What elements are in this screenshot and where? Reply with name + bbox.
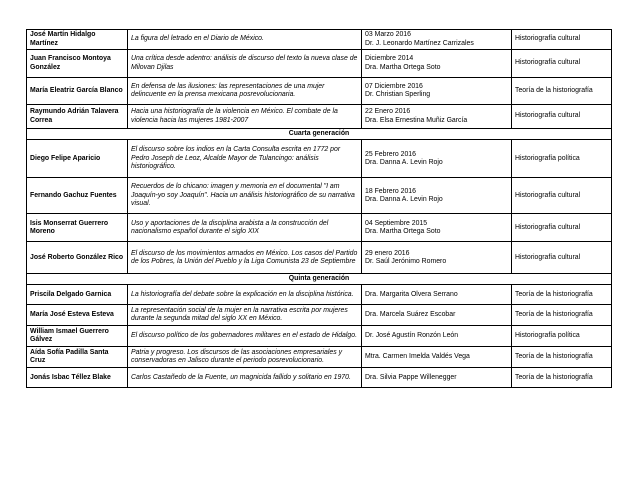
date-advisor-cell: [362, 30, 512, 50]
defense-date: 29 enero 2016: [365, 249, 410, 257]
thesis-title: La representación social de la mujer en la narrativa escrita por mujeres durante la segunda mitad del siglo XX en México.: [128, 305, 362, 326]
date-advisor-cell: [362, 214, 512, 242]
student-name: Aída Sofía Padilla Santa Cruz: [27, 347, 128, 368]
generation-heading: Cuarta generación: [27, 129, 612, 140]
thesis-title: Recuerdos de lo chicano: imagen y memoria en el documental "I am Joaquín-yo soy Joaquín". Hacia un análisis historiográfico de su narrativa visual.: [128, 178, 362, 214]
advisor-name: Dra. Danna A. Levin Rojo: [365, 195, 443, 203]
table-row: [27, 347, 612, 368]
table-row: [27, 178, 612, 214]
table-row: [27, 285, 612, 305]
student-name: José Martín Hidalgo Martínez: [27, 30, 128, 50]
research-area: Teoría de la historiografía: [512, 347, 612, 368]
defense-date: Diciembre 2014: [365, 55, 414, 63]
thesis-title: En defensa de las ilusiones: las representaciones de una mujer delincuente en la prensa mexicana posrevolucionaria.: [128, 78, 362, 105]
research-area: Historiografía cultural: [512, 178, 612, 214]
advisor-name: Dra. Elsa Ernestina Muñiz García: [365, 116, 468, 124]
advisor-name: Mtra. Carmen Imelda Valdés Vega: [365, 353, 470, 361]
advisor-name: Dra. Silvia Pappe Willenegger: [365, 373, 457, 381]
date-advisor-cell: [362, 326, 512, 347]
date-advisor-cell: [362, 105, 512, 129]
defense-date: 07 Diciembre 2016: [365, 82, 423, 90]
student-name: William Ismael Guerrero Gálvez: [27, 326, 128, 347]
student-name: Priscila Delgado Garnica: [27, 285, 128, 305]
student-name: Diego Felipe Aparicio: [27, 140, 128, 178]
thesis-title: Uso y aportaciones de la disciplina arabista a la construcción del nacionalismo español durante el siglo XIX: [128, 214, 362, 242]
date-advisor-cell: [362, 50, 512, 78]
date-advisor-cell: [362, 305, 512, 326]
thesis-title: El discurso sobre los indios en la Carta Consulta escrita en 1772 por Pedro Joseph de Leoz, Alcalde Mayor de Tulancingo: análisis historiográfico.: [128, 140, 362, 178]
research-area: Historiografía cultural: [512, 214, 612, 242]
defense-date: 18 Febrero 2016: [365, 187, 416, 195]
student-name: José Roberto González Rico: [27, 242, 128, 274]
student-name: María José Esteva Esteva: [27, 305, 128, 326]
research-area: Historiografía cultural: [512, 242, 612, 274]
table-row: [27, 140, 612, 178]
student-name: Juan Francisco Montoya González: [27, 50, 128, 78]
student-name: María Eleatriz García Blanco: [27, 78, 128, 105]
date-advisor-cell: [362, 78, 512, 105]
advisor-name: Dr. J. Leonardo Martínez Carrizales: [365, 39, 474, 47]
advisor-name: Dra. Martha Ortega Soto: [365, 63, 441, 71]
thesis-title: El discurso de los movimientos armados en México. Los casos del Partido de los Pobres, la Unión del Pueblo y la Liga Comunista 23 de Septiembre: [128, 242, 362, 274]
thesis-title: Hacia una historiografía de la violencia en México. El combate de la violencia hacia las mujeres 1981-2007: [128, 105, 362, 129]
research-area: Teoría de la historiografía: [512, 368, 612, 388]
research-area: Historiografía política: [512, 140, 612, 178]
advisor-name: Dr. Christian Sperling: [365, 91, 431, 98]
date-advisor-cell: [362, 242, 512, 274]
research-area: Historiografía política: [512, 326, 612, 347]
thesis-title: Carlos Castañedo de la Fuente, un magnicida fallido y solitario en 1970.: [128, 368, 362, 388]
date-advisor-cell: [362, 285, 512, 305]
date-advisor-cell: [362, 178, 512, 214]
defense-date: 03 Marzo 2016: [365, 31, 411, 39]
table-row: [27, 214, 612, 242]
research-area: Teoría de la historiografía: [512, 285, 612, 305]
generation-header-row: [27, 274, 612, 285]
research-area: Teoría de la historiografía: [512, 78, 612, 105]
advisor-name: Dr. Saúl Jerónimo Romero: [365, 257, 447, 265]
research-area: Historiografía cultural: [512, 50, 612, 78]
defense-date: 25 Febrero 2016: [365, 150, 416, 158]
table-row: [27, 326, 612, 347]
thesis-table: [26, 29, 612, 388]
table-row: [27, 50, 612, 78]
table-row: [27, 78, 612, 105]
student-name: Fernando Gachuz Fuentes: [27, 178, 128, 214]
thesis-title: El discurso político de los gobernadores militares en el estado de Hidalgo.: [128, 326, 362, 347]
research-area: Historiografía cultural: [512, 30, 612, 50]
advisor-name: Dra. Margarita Olvera Serrano: [365, 290, 458, 298]
table-row: [27, 305, 612, 326]
thesis-title: La figura del letrado en el Diario de México.: [128, 30, 362, 50]
date-advisor-cell: [362, 140, 512, 178]
defense-date: 22 Enero 2016: [365, 108, 411, 116]
table-row: [27, 368, 612, 388]
table-row: [27, 30, 612, 50]
advisor-name: Dra. Marcela Suárez Escobar: [365, 311, 456, 319]
student-name: Raymundo Adrián Talavera Correa: [27, 105, 128, 129]
thesis-title: La historiografía del debate sobre la explicación en la disciplina histórica.: [128, 285, 362, 305]
advisor-name: Dr. José Agustín Ronzón León: [365, 332, 459, 340]
thesis-title: Patria y progreso. Los discursos de las asociaciones empresariales y conservadoras en Jalisco durante el periodo posrevolucionario.: [128, 347, 362, 368]
advisor-name: Dra. Danna A. Levin Rojo: [365, 158, 443, 166]
student-name: Isis Monserrat Guerrero Moreno: [27, 214, 128, 242]
research-area: Historiografía cultural: [512, 105, 612, 129]
generation-header-row: [27, 129, 612, 140]
student-name: Jonás Isbac Téllez Blake: [27, 368, 128, 388]
thesis-title: Una crítica desde adentro: análisis de discurso del texto la nueva clase de Milovan Djilas: [128, 50, 362, 78]
date-advisor-cell: [362, 368, 512, 388]
generation-heading: Quinta generación: [27, 274, 612, 285]
date-advisor-cell: [362, 347, 512, 368]
defense-date: 04 Septiembre 2015: [365, 219, 428, 227]
advisor-name: Dra. Martha Ortega Soto: [365, 227, 441, 235]
table-row: [27, 242, 612, 274]
research-area: Teoría de la historiografía: [512, 305, 612, 326]
table-row: [27, 105, 612, 129]
